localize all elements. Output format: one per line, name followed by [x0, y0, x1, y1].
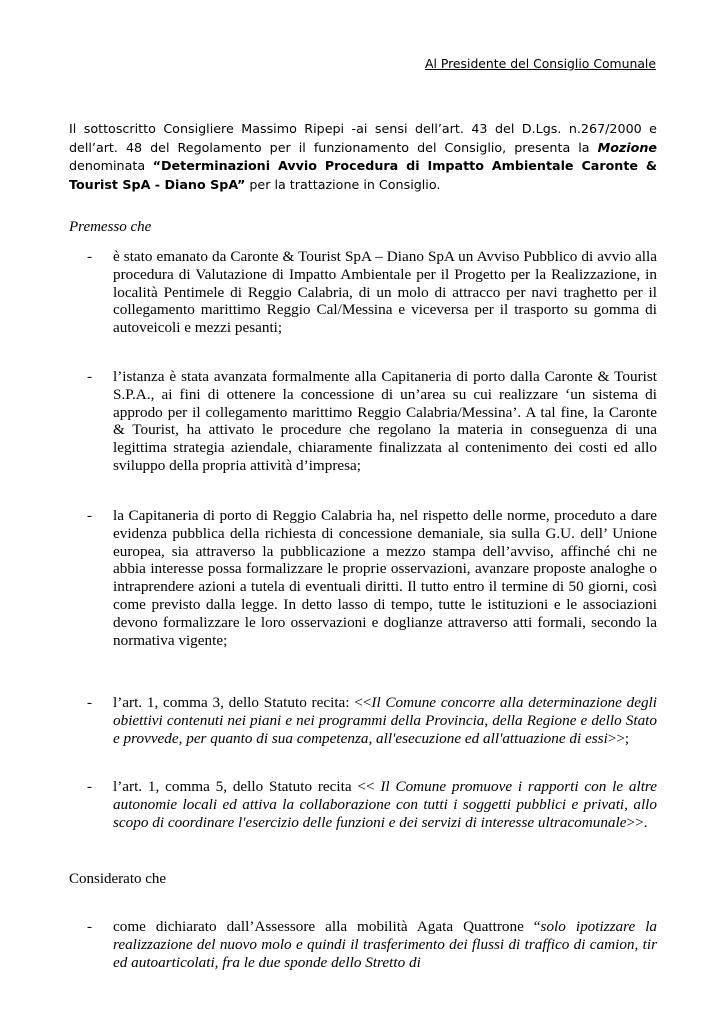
item-tail: >>. [626, 813, 648, 831]
premesso-list [69, 248, 657, 337]
considerato-heading: Considerato che [69, 871, 167, 887]
list-item [69, 368, 657, 475]
addressee-line: Al Presidente del Consiglio Comunale [424, 56, 656, 71]
item-lead: l’art. 1, comma 5, dello Statuto recita << [113, 778, 381, 795]
list-dash: - [87, 368, 93, 385]
item-text: la Capitaneria di porto di Reggio Calabria ha, nel rispetto delle norme, proceduto a dare evidenza pubblica della richiesta di concessione demaniale, sia sulla G.U. dell’ Unione europea, sia attraverso la pubblicazione a mezzo stampa dell’avviso, affinché chi ne abbia interesse possa formalizzare le proprie osservazioni, avanzare proposte analoghe o intraprendere azioni a tutela di eventuali diritti. Il tutto entro il termine di 50 giorni, così come previsto dalla legge. In detto lasso di tempo, tutte le istituzioni e le associazioni devono formalizzare le loro osservazioni e doglianze attraverso atti formali, secondo la normativa vigente; [113, 507, 657, 649]
premesso-heading: Premesso che [69, 219, 152, 235]
list-item [69, 248, 657, 337]
item-text: l’istanza è stata avanzata formalmente alla Capitaneria di porto dalla Caronte & Tourist S.P.A., ai fini di ottenere la concessione di un’area su cui realizzare ‘un sistema di approdo per il collegamento marittimo Reggio Calabria/Messina’. A tal fine, la Caronte & Tourist, ha attivato le procedure che regolano la materia in conseguenza di una legittima strategia aziendale, chiaramente finalizzata al contenimento dei costi ed allo sviluppo della propria attività d’impresa; [113, 368, 657, 474]
list-item [69, 694, 657, 747]
considerato-list [69, 918, 657, 971]
assessor-quote: solo ipotizzare la realizzazione del nuovo molo e quindi il trasferimento dei flussi di traffico di camion, tir ed autoarticolati, fra le due sponde dello Stretto di [113, 918, 658, 971]
item-tail: >>; [607, 729, 630, 747]
list-item [69, 507, 657, 649]
statute-quote: Il Comune promuove i rapporti con le altre autonomie locali ed attiva la collaborazione con tutti i soggetti pubblici e privati, allo scopo di coordinare l'esercizio delle funzioni e dei servizi di interesse ultracomunale [113, 778, 658, 831]
premesso-list-3 [69, 507, 657, 649]
intro-text-1: Il sottoscritto Consigliere Massimo Ripepi -ai sensi dell’art. 43 del D.Lgs. n.267/2000 e dell’art. 48 del Regolamento per il funzionamento del Consiglio, presenta la [69, 121, 657, 155]
intro-text-2: denominata [69, 158, 153, 173]
list-dash: - [87, 918, 93, 935]
item-text: è stato emanato da Caronte & Tourist SpA – Diano SpA un Avviso Pubblico di avvio alla procedura di Valutazione di Impatto Ambientale per il Progetto per la Realizzazione, in località Pentimele di Reggio Calabria, di un molo di attracco per navi traghetto per il collegamento marittimo Reggio Cal/Messina e viceversa per il trasporto su gomma di autoveicoli e mezzi pesanti; [113, 248, 657, 337]
premesso-list-2 [69, 368, 657, 475]
premesso-list-4 [69, 694, 657, 747]
list-item [69, 918, 657, 971]
list-dash: - [87, 778, 93, 795]
mozione-label: Mozione [597, 139, 657, 155]
list-dash: - [87, 248, 93, 265]
intro-text-3: per la trattazione in Consiglio. [245, 176, 441, 192]
list-item [69, 778, 657, 831]
item-lead: l’art. 1, comma 3, dello Statuto recita: << [113, 694, 372, 711]
premesso-list-5 [69, 778, 657, 831]
intro-paragraph [69, 120, 657, 194]
item-lead: come dichiarato dall’Assessore alla mobilità Agata Quattrone “ [113, 918, 541, 935]
motion-title: “Determinazioni Avvio Procedura di Impatto Ambientale Caronte & Tourist SpA - Diano SpA” [69, 158, 657, 192]
list-dash: - [87, 694, 93, 711]
statute-quote: Il Comune concorre alla determinazione degli obiettivi contenuti nei piani e nei programmi della Provincia, della Regione e dello Stato e provvede, per quanto di sua competenza, all'esecuzione ed all'attuazione di essi [113, 694, 657, 747]
list-dash: - [87, 507, 93, 524]
